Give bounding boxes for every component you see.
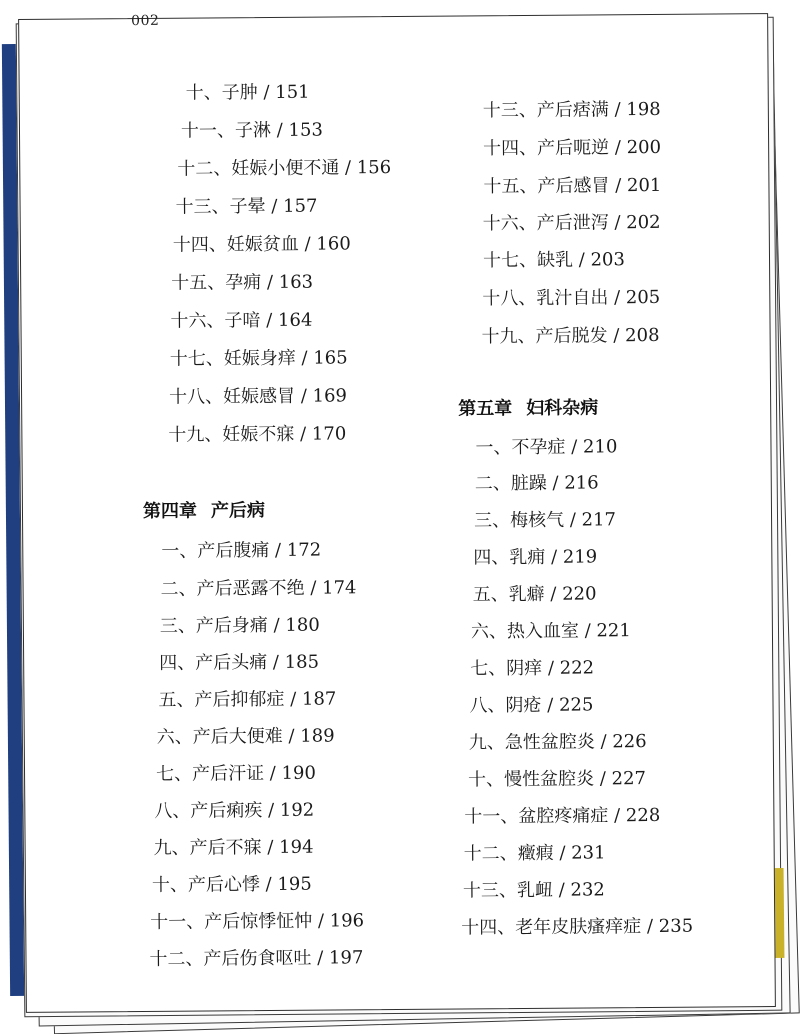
toc-entry[interactable]: 六、产后大便难 / 189 [156,725,335,748]
toc-entry[interactable]: 七、产后汗证 / 190 [155,762,316,785]
toc-entry[interactable]: 五、乳癖 / 220 [472,583,597,606]
chapter-heading [458,393,598,420]
toc-entry[interactable]: 十二、产后伤食呕吐 / 197 [149,947,364,970]
toc-entry[interactable]: 二、脏躁 / 216 [474,472,599,495]
toc-entry[interactable]: 十一、产后惊悸怔忡 / 196 [150,910,365,933]
toc-entry[interactable]: 十八、妊娠感冒 / 169 [169,385,348,408]
toc-entry[interactable]: 十四、产后呃逆 / 200 [483,136,662,160]
toc-entry[interactable]: 八、阴疮 / 225 [469,694,594,717]
toc-entry[interactable]: 十四、老年皮肤瘙痒症 / 235 [461,915,694,939]
toc-entry[interactable]: 十三、乳衄 / 232 [462,879,605,902]
toc-entry[interactable]: 九、产后不寐 / 194 [153,836,314,859]
toc-entry[interactable]: 十二、癥瘕 / 231 [463,842,606,865]
toc-entry[interactable]: 八、产后痢疾 / 192 [154,799,315,822]
toc-entry[interactable]: 十、慢性盆腔炎 / 227 [468,768,647,791]
toc-entry[interactable]: 九、急性盆腔炎 / 226 [468,731,647,754]
toc-entry[interactable]: 十六、产后泄泻 / 202 [482,211,661,235]
toc-entry[interactable]: 十四、妊娠贫血 / 160 [172,233,351,256]
chapter-number: 第四章 [142,500,198,522]
toc-entry[interactable]: 十六、子喑 / 164 [170,309,313,332]
chapter-title: 妇科杂病 [526,397,599,419]
toc-entry[interactable]: 十一、子淋 / 153 [180,119,323,142]
toc-entry[interactable]: 十一、盆腔疼痛症 / 228 [464,804,661,828]
toc-entry[interactable]: 十九、妊娠不寐 / 170 [168,423,347,446]
toc-entry[interactable]: 十七、妊娠身痒 / 165 [169,347,348,370]
document-page [18,13,776,1013]
toc-entry[interactable]: 十八、乳汁自出 / 205 [482,286,661,310]
toc-entry[interactable]: 十三、产后痞满 / 198 [482,98,661,122]
toc-entry[interactable]: 十七、缺乳 / 203 [482,249,625,272]
toc-entry[interactable]: 十五、产后感冒 / 201 [483,174,662,198]
toc-entry[interactable]: 十、产后心悸 / 195 [151,873,312,896]
chapter-heading [143,496,265,523]
toc-entry[interactable]: 十九、产后脱发 / 208 [481,324,660,348]
toc-entry[interactable]: 一、不孕症 / 210 [475,436,618,459]
toc-entry[interactable]: 四、乳痈 / 219 [473,546,598,569]
toc-entry[interactable]: 一、产后腹痛 / 172 [161,539,322,562]
chapter-number: 第五章 [458,398,513,420]
toc-entry[interactable]: 六、热入血室 / 221 [470,620,631,643]
toc-entry[interactable]: 五、产后抑郁症 / 187 [158,688,337,711]
toc-entry[interactable]: 十五、孕痈 / 163 [171,271,314,294]
toc-entry[interactable]: 十三、子晕 / 157 [175,195,318,218]
toc-entry[interactable]: 十、子肿 / 151 [185,81,310,104]
chapter-title: 产后病 [210,500,266,522]
toc-entry[interactable]: 二、产后恶露不绝 / 174 [160,577,357,600]
toc-entry[interactable]: 十二、妊娠小便不通 / 156 [177,157,392,180]
toc-entry[interactable]: 七、阴痒 / 222 [470,657,595,680]
toc-entry[interactable]: 三、梅核气 / 217 [473,509,617,532]
toc-entry[interactable]: 四、产后头痛 / 185 [159,651,320,674]
toc-entry[interactable]: 三、产后身痛 / 180 [159,614,320,637]
page-number: 002 [131,12,160,30]
